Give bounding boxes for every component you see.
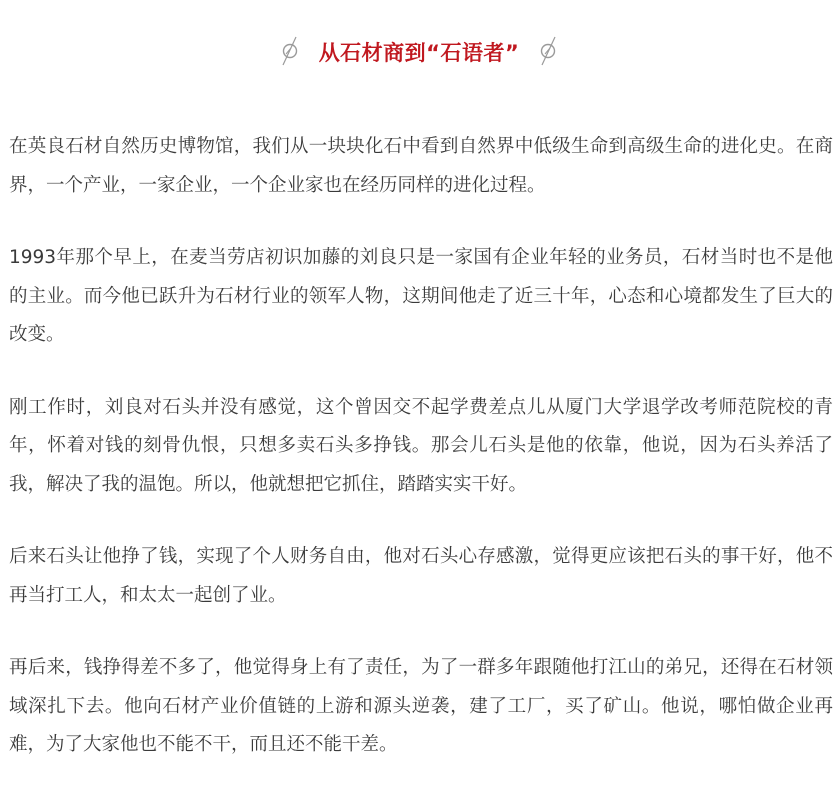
- article-paragraph: 再后来，钱挣得差不多了，他觉得身上有了责任，为了一群多年跟随他打江山的弟兄，还得在石材领域深扎下去。他向石材产业价值链的上游和源头逆袭，建了工厂，买了矿山。他说，哪怕做企业再难，为了大家他也不能不干，而且还不能干差。: [9, 657, 833, 755]
- article-paragraph: 1993年那个早上，在麦当劳店初识加藤的刘良只是一家国有企业年轻的业务员，石材当时也不是他的主业。而今他已跃升为石材行业的领军人物，这期间他走了近三十年，心态和心境都发生了巨大的改变。: [9, 247, 833, 345]
- page-title: 从石材商到“石语者”: [318, 41, 520, 65]
- stone-ornament-icon: [535, 34, 563, 70]
- article-paragraph: 刚工作时，刘良对石头并没有感觉，这个曾因交不起学费差点儿从厦门大学退学改考师范院校的青年，怀着对钱的刻骨仇恨，只想多卖石头多挣钱。那会儿石头是他的依靠，他说，因为石头养活了我，解决了我的温饱。所以，他就想把它抓住，踏踏实实干好。: [9, 396, 833, 495]
- article-paragraph: 后来石头让他挣了钱，实现了个人财务自由，他对石头心存感激，觉得更应该把石头的事干好，他不再当打工人，和太太一起创了业。: [9, 546, 833, 606]
- article-body: [9, 128, 833, 799]
- stone-ornament-icon: [275, 34, 303, 70]
- article-header: [0, 30, 838, 74]
- article-paragraph: 在英良石材自然历史博物馆，我们从一块块化石中看到自然界中低级生命到高级生命的进化史。在商界，一个产业，一家企业，一个企业家也在经历同样的进化过程。: [9, 136, 833, 196]
